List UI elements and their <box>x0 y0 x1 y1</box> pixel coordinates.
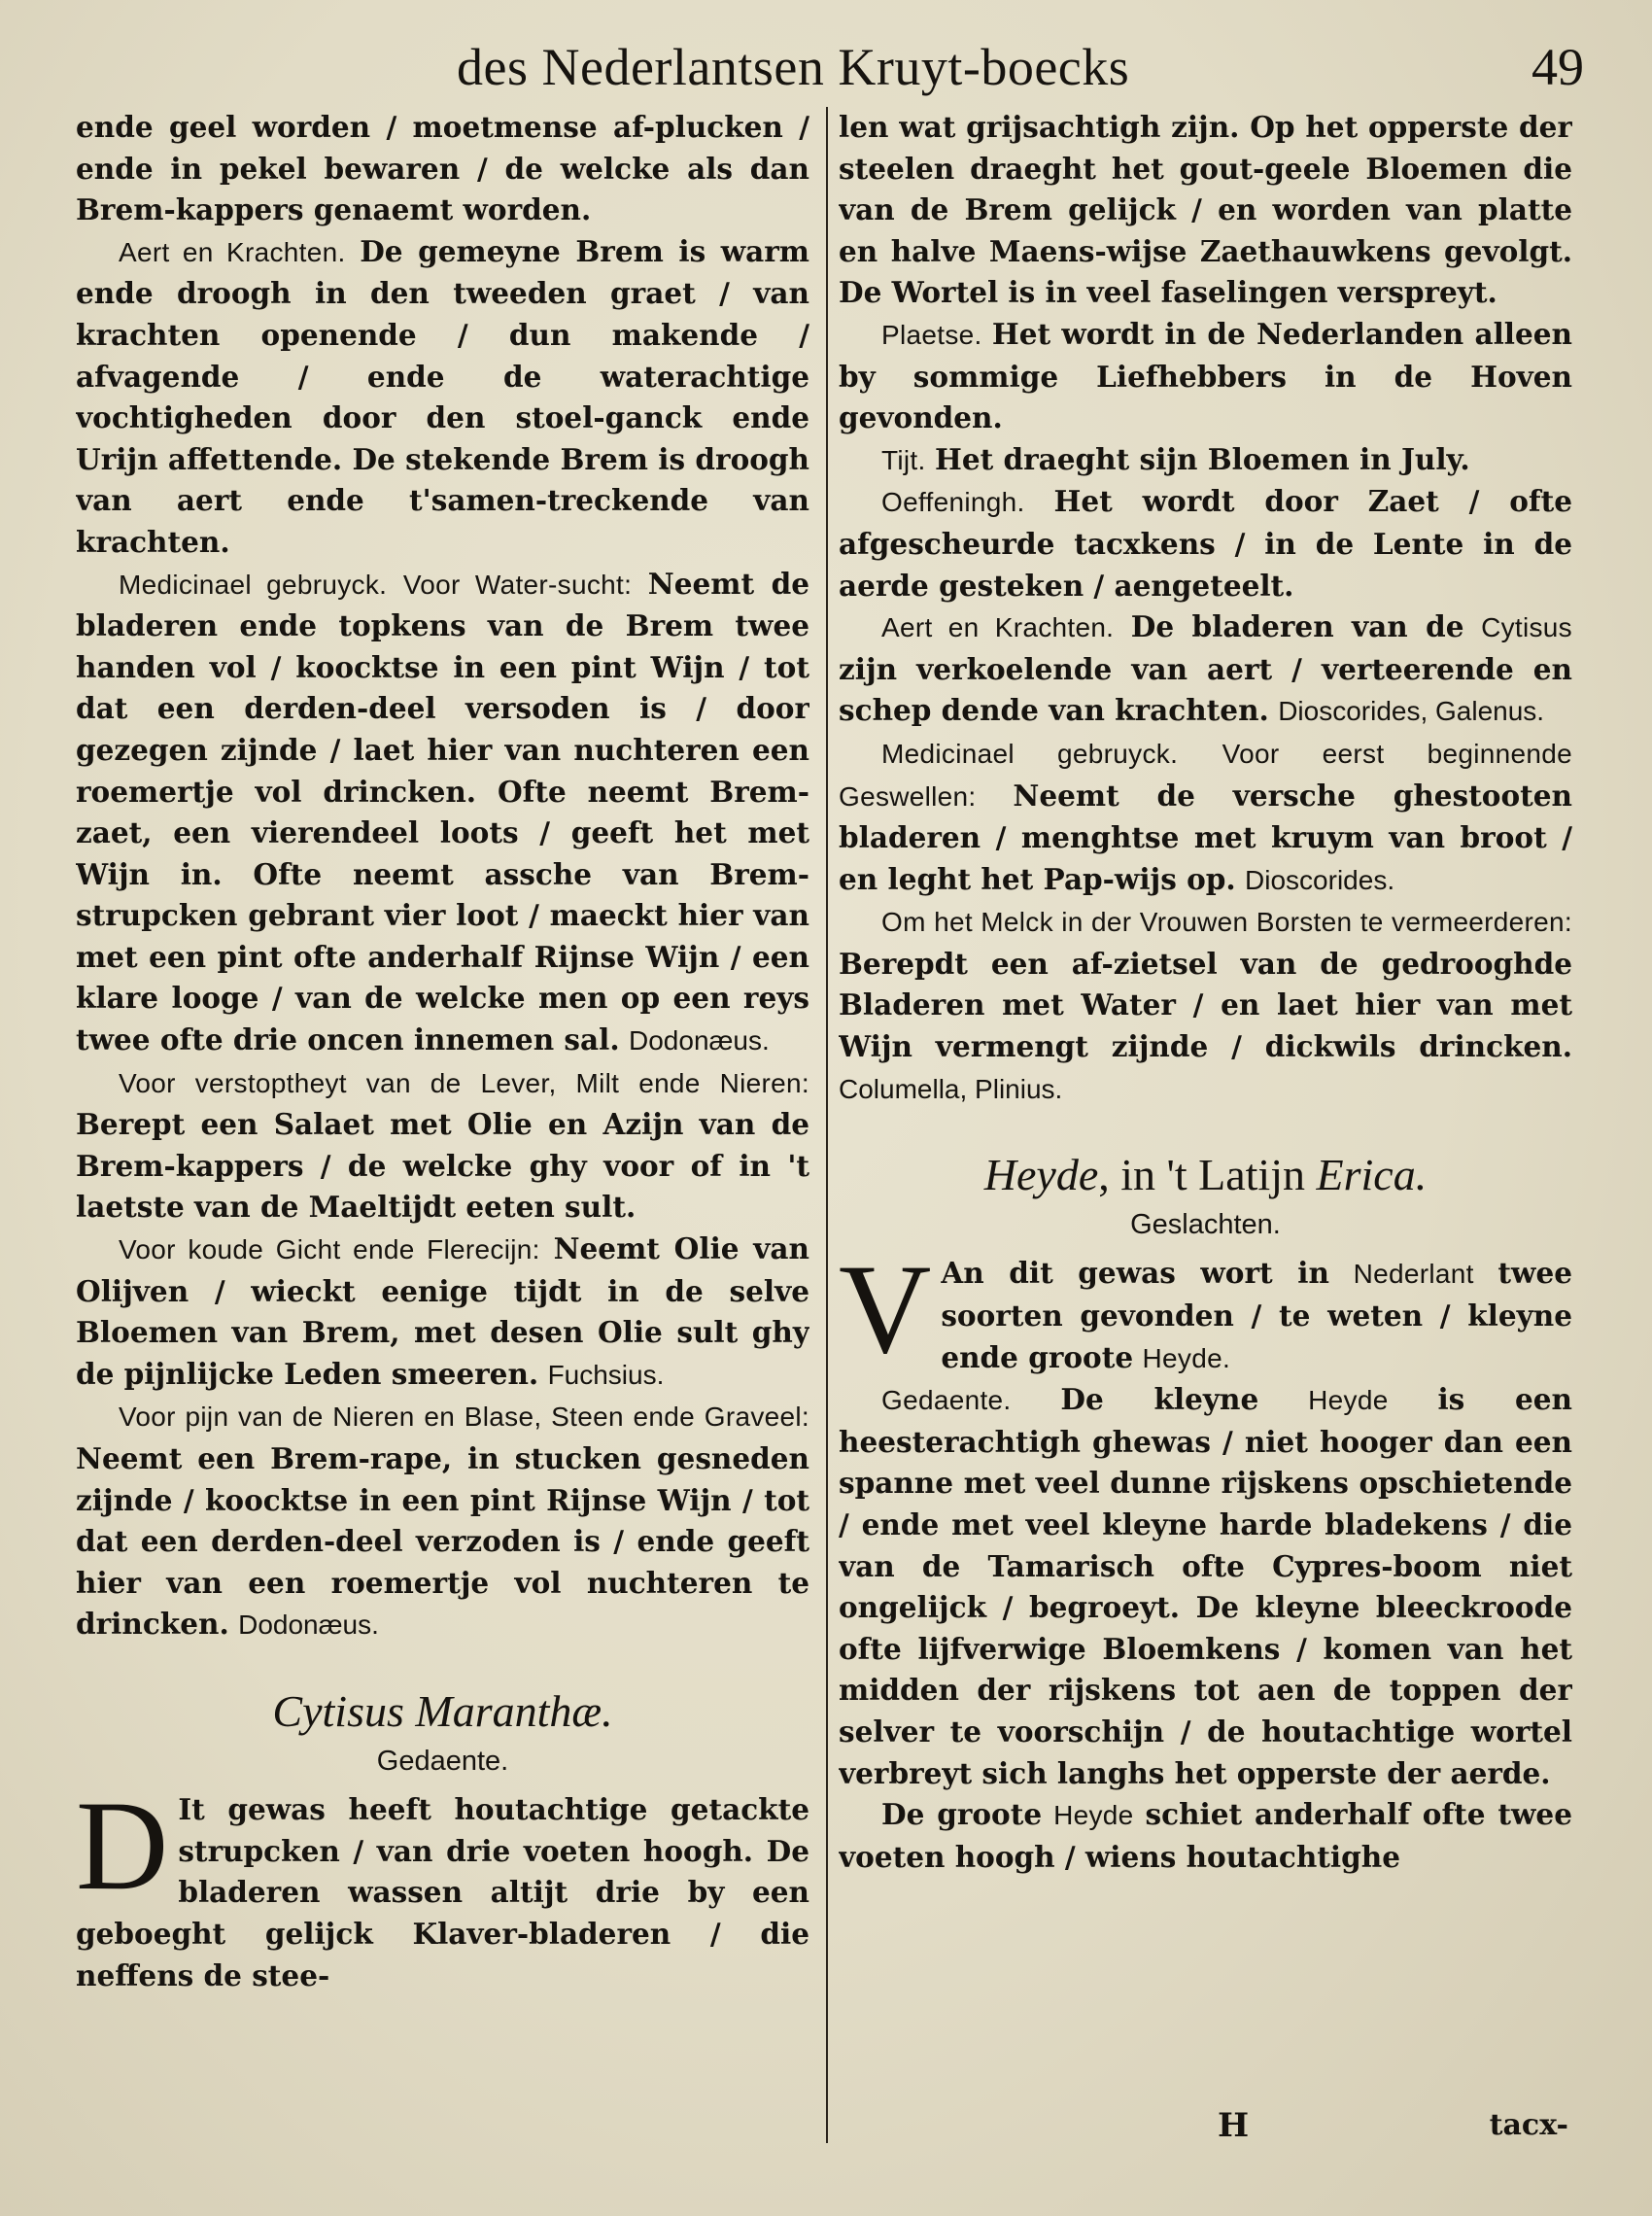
page-footer <box>839 2105 1572 2148</box>
paragraph-text: Neemt de bladeren ende topkens van de Brem twee handen vol / koocktse in een pint Wijn / tot dat een derden-deel versoden is / door gezegen zijnde / laet hier van nuchteren een roemertje vol drincken. Ofte neemt Brem-zaet, een vierendeel loots / geeft het met Wijn in. Ofte neemt assche van Brem-strupcken gebrant vier loot / maeckt hier van met een pint ofte anderhalf Rijnse Wijn / een klare looge / van de welcke men op een reys twee ofte drie oncen innemen sal. <box>76 566 809 1057</box>
paragraph-text: is een heesterachtigh ghewas / niet hooger dan een spanne met veel dunne rijskens opschietende / ende met veel kleyne harde bladekens / die van de Tamarisch ofte Cypres-boom niet ongelijck / begroeyt. De kleyne bleeckroode ofte lijfverwige Bloemkens / komen van het midden der rijskens tot aen de toppen der selver te voorschijn / de houtachtige wortel verbreyt sich langhs het opperste der aerde. <box>839 1382 1572 1790</box>
paragraph-text: De groote <box>881 1797 1043 1832</box>
paragraph-text: len wat grijsachtigh zijn. Op het opperste der steelen draeght het gout-geele Bloemen die van de Brem gelijck / en worden van platte en halve Maens-wijse Zaethauwkens gevolgt. De Wortel is in veel faselingen verspreyt. <box>839 110 1572 310</box>
paragraph <box>839 314 1572 439</box>
section-lead: Medicinael gebruyck. <box>881 738 1179 769</box>
section-lead: Plaetse. <box>881 319 982 350</box>
citation: Dodonæus. <box>629 1025 770 1056</box>
paragraph-text: Neemt de versche ghestooten bladeren / menghtse met kruym van broot / en leght het Pap-wijs op. <box>839 778 1572 896</box>
roman-word: Heyde. <box>1142 1342 1231 1373</box>
section-lead: Gedaente. <box>881 1385 1012 1416</box>
title-italic: Heyde <box>983 1150 1099 1200</box>
paragraph <box>839 606 1572 733</box>
paragraph-text: Berept een Salaet met Olie en Azijn van de Brem-kappers / de welcke ghy voor of in 't laetste van de Maeltijdt eeten sult. <box>76 1107 809 1225</box>
right-column <box>839 107 1572 2187</box>
roman-word: Heyde <box>1053 1800 1134 1831</box>
paragraph <box>76 1229 809 1396</box>
column-divider <box>826 107 828 2143</box>
paragraph-text: Het draeght sijn Bloemen in July. <box>934 441 1470 476</box>
paragraph-text: ende geel worden / moetmense af-plucken / ende in pekel bewaren / de welcke als dan Brem-kappers genaemt worden. <box>76 110 809 227</box>
section-lead: Voor verstoptheyt van de Lever, Milt ende Nieren: <box>119 1067 809 1098</box>
paragraph-text: Berepdt een af-zietsel van de gedrooghde Bladeren met Water / en laet hier van met Wijn vermengt zijnde / dickwils drincken. <box>839 946 1572 1064</box>
citation: Fuchsius. <box>547 1359 665 1390</box>
citation: Dodonæus. <box>238 1610 379 1641</box>
roman-word: Nederlant <box>1353 1259 1474 1290</box>
section-title <box>839 1150 1572 1200</box>
paragraph-text: An dit gewas wort in <box>941 1256 1329 1291</box>
section-lead: Voor Water-sucht: <box>402 569 633 600</box>
paragraph-text: zijn verkoelende van aert / verteerende en schep dende van krachten. <box>839 651 1572 728</box>
paragraph-text: schiet anderhalf ofte twee voeten hoogh / wiens houtachtighe <box>839 1797 1572 1874</box>
drop-capital: D <box>76 1774 169 1918</box>
subheading: Gedaente. <box>376 1745 509 1777</box>
paragraph-text: Het wordt in de Nederlanden alleen by sommige Liefhebbers in de Hoven gevonden. <box>839 316 1572 435</box>
title-italic: Erica. <box>1316 1150 1428 1200</box>
paragraph <box>839 107 1572 314</box>
roman-word: Cytisus <box>1481 612 1572 643</box>
paragraph <box>76 1774 809 1996</box>
subheading: Geslachten. <box>1130 1208 1281 1240</box>
paragraph-text: Het wordt door Zaet / ofte afgescheurde tacxkens / in de Lente in de aerde gesteken / aengeteelt. <box>839 484 1572 603</box>
drop-capital: V <box>839 1237 932 1381</box>
paragraph <box>839 1237 1572 1381</box>
paragraph <box>76 231 809 564</box>
section-title: Cytisus Maranthæ. <box>272 1685 613 1736</box>
section-lead: Voor eerst beginnende Geswellen: <box>839 738 1572 812</box>
paragraph-text: twee soorten gevonden / te weten / kleyne ende groote <box>941 1256 1572 1374</box>
section-lead: Aert en Krachten. <box>881 612 1115 643</box>
paragraph <box>839 481 1572 606</box>
citation: Dioscorides. <box>1245 864 1395 895</box>
citation: Dioscorides, Galenus. <box>1278 696 1545 727</box>
paragraph-text: De kleyne <box>1060 1382 1259 1417</box>
section-lead: Om het Melck in der Vrouwen Borsten te vermeerderen: <box>881 907 1572 938</box>
section-lead: Oeffeningh. <box>881 487 1025 518</box>
paragraph <box>839 439 1572 482</box>
paragraph-text: Neemt Olie van Olijven / wieckt eenige tijdt in de selve Bloemen van Brem, met desen Olie sult ghy de pijnlijcke Leden smeeren. <box>76 1231 809 1391</box>
section-lead: Voor koude Gicht ende Flerecijn: <box>119 1234 540 1265</box>
paragraph <box>76 1396 809 1646</box>
roman-word: Heyde <box>1308 1385 1389 1416</box>
section-lead: Aert en Krachten. <box>119 236 346 267</box>
catchword: tacx- <box>1489 2108 1568 2142</box>
section-lead: Medicinael gebruyck. <box>119 569 388 600</box>
signature-mark: H <box>1218 2106 1250 2145</box>
paragraph <box>839 733 1572 901</box>
paragraph-text: De gemeyne Brem is warm ende droogh in den tweeden graet / van krachten openende / dun makende / afvagende / ende de waterachtige vochtigheden door den stoel-ganck ende Urijn affettende. De stekende Brem is droogh van aert ende t'samen-treckende van krachten. <box>76 233 809 559</box>
paragraph <box>839 1794 1572 1878</box>
left-column <box>76 107 809 2187</box>
section-lead: Voor pijn van de Nieren en Blase, Steen ende Graveel: <box>119 1402 809 1433</box>
page-header <box>58 29 1594 107</box>
section-lead: Tijt. <box>881 444 926 475</box>
page-number: 49 <box>1532 38 1584 96</box>
paragraph-text: Neemt een Brem-rape, in stucken gesneden zijnde / koocktse in een pint Rijnse Wijn / tot dat een derden-deel verzoden is / ende geeft hier van een roemertje vol nuchteren te drincken. <box>76 1441 809 1642</box>
paragraph <box>76 564 809 1062</box>
title-roman: , in 't Latijn <box>1098 1150 1305 1200</box>
paragraph <box>839 1379 1572 1794</box>
paragraph <box>76 1062 809 1229</box>
citation: Columella, Plinius. <box>839 1073 1063 1104</box>
paragraph <box>76 107 809 231</box>
paragraph-text: It gewas heeft houtachtige getackte strupcken / van drie voeten hoogh. De bladeren wassen altijt drie by een geboeght gelijck Klaver-bladeren / die neffens de stee- <box>76 1792 809 1992</box>
paragraph-text: De bladeren van de <box>1130 609 1464 644</box>
running-title: des Nederlantsen Kruyt-boecks <box>457 38 1130 96</box>
paragraph <box>839 901 1572 1110</box>
